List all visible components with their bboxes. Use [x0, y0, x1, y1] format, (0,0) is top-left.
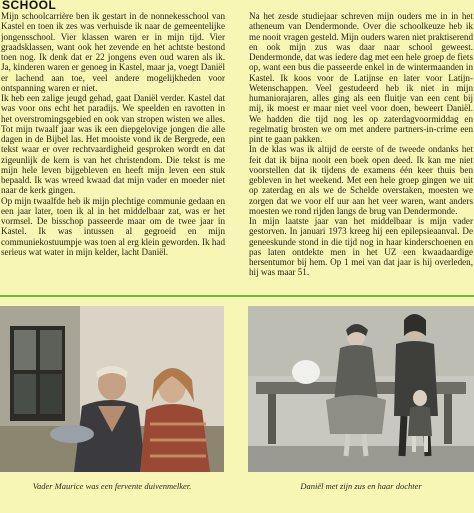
- paragraph: Ik heb een zalige jeugd gehad, gaat Daniël verder. Kastel dat was voor ons echt het paradijs. We speelden en ravotten in het overstromingsgebied en ook van stropen wisten we alles. Tot mijn twaalf jaar was ik een diepgelovige jongen die alle dagen in de Bijbel las. Het mooiste vond ik de Bergrede, een tekst waar er over rechtvaardigheid gesproken wordt en dat zigeunlijk de kern is van het christendom. Die tekst is me mijn hele leven bijgebleven en heeft mijn leven een stuk bepaald. Ik was wreed kwaad dat mijn vader en moeder niet naar de kerk gingen.: [1, 93, 225, 196]
- paragraph: Na het zesde studiejaar schreven mijn ouders me in in het atheneum van Dendermonde. Over die schoolkeuze heb ik me nooit vragen gesteld. Mijn ouders waren niet praktiserend en ook mijn zus was daar naar school geweest. Dendermonde, dat was iedere dag met een hele groep de fiets op, want een bus die passeerde enkel in de wintermaanden in Kastel. Ik koos voor de Latijnse en later voor Latijn-Wetenschappen. Veel gestudeerd heb ik niet in mijn humaniorajaren, alles ging als een fluitje van een cent bij mij, ik moest er maar niet veel voor doen, beweert Daniël. We hadden die tijd nog les op zaterdagvoormiddag en regelmatig brosten we om met andere partners-in-crime een pint te gaan pakken.: [249, 11, 473, 144]
- paragraph: Op mijn twaalfde heb ik mijn plechtige communie gedaan en een jaar later, toen ik al in het middelbaar zat, was er het vormsel. De bisschop passeerde maar om de twee jaar in Kastel. Ik was intussen al gegroeid en mijn communiekostuumpje was toen al erg klein geworden. Ik had serieus wat water in mijn kelder, lacht Daniël.: [1, 195, 225, 257]
- section-heading: SCHOOL: [2, 0, 57, 12]
- paragraph: Mijn schoolcarrière ben ik gestart in de nonnekesschool van Kastel en toen ik zes was verhuisde ik naar de gemeentelijke jongensschool. Vier klassen waren er in mijn tijd. Vier graadsklassen, want ook het zevende en het achtste bestond toen nog. Ik denk dat er 22 jongens even oud waren als ik. Ja, kinderen waren er genoeg in Kastel, maar ja, voegt Daniël er lachend aan toe, veel andere mogelijkheden voor ontspanning waren er niet.: [1, 11, 225, 93]
- photo-father-with-pigeon: [0, 306, 224, 472]
- photo-daniel-with-sister-and-niece: [248, 306, 474, 472]
- photo-caption: Vader Maurice was een fervente duivenmelker.: [32, 481, 192, 491]
- section-divider: [0, 295, 474, 297]
- right-text-column: [249, 11, 473, 291]
- photo-caption: Daniël met zijn zus en haar dochter: [300, 481, 422, 491]
- left-text-column: [1, 11, 225, 291]
- paragraph: In mijn laatste jaar van het middelbaar is mijn vader gestorven. In januari 1973 kreeg hij een epilepsieaanval. De geneeskunde stond in die tijd nog in haar kinderschoenen en pas laten ontdekte men in het UZ een kwaadaardige hersentumor bij hem. Op 1 mei van dat jaar is hij overleden, hij was maar 51.: [249, 216, 473, 278]
- paragraph: In de klas was ik altijd de eerste of de tweede ondanks het feit dat ik bijna nooit een boek open deed. Ik kan me niet voorstellen dat ik tijdens de examens één keer thuis ben gebleven in het weekend. Met een hele groep gingen we uit op zaterdag en als we de Schelde overstaken, moesten we zorgen dat we voor elf uur aan het veer waren, want anders moesten we rond rijden langs de brug van Dendermonde.: [249, 144, 473, 216]
